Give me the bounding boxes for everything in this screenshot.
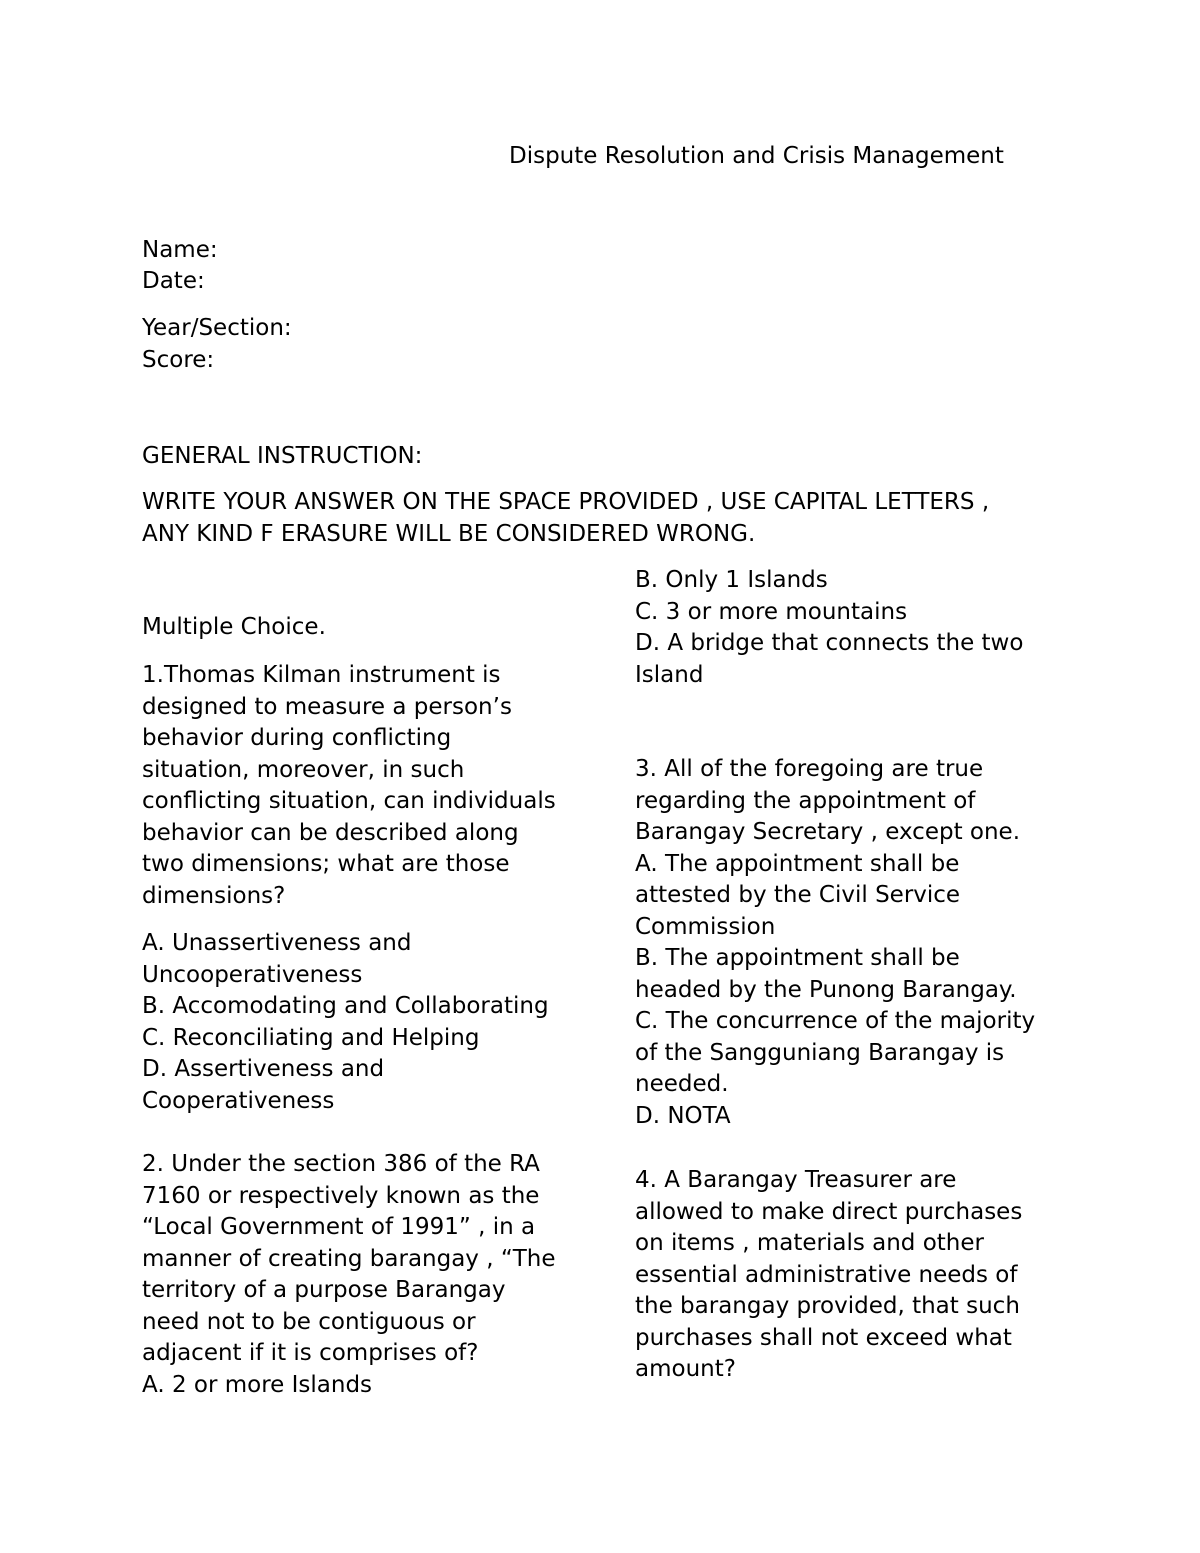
general-instruction-heading: GENERAL INSTRUCTION: [142, 443, 423, 469]
multiple-choice-heading [142, 612, 582, 644]
question-2 [142, 1149, 582, 1401]
question-line: purchases shall not exceed what [635, 1324, 1012, 1351]
option-line: Cooperativeness [142, 1087, 335, 1114]
question-line: behavior can be described along [142, 819, 519, 846]
question-line: the barangay provided, that such [635, 1293, 1020, 1319]
option-line: of the Sangguniang Barangay is [635, 1039, 1005, 1066]
question-line: 7160 or respectively known as the [142, 1182, 540, 1209]
option-line: Island [635, 661, 704, 688]
question-line: 1.Thomas Kilman instrument is [142, 662, 501, 688]
question-line: dimensions? [142, 882, 286, 909]
option-line: Commission [635, 913, 776, 940]
question-line: essential administrative needs of [635, 1261, 1018, 1288]
question-line: 2. Under the section 386 of the RA [142, 1151, 540, 1177]
option-line: B. Accomodating and Collaborating [142, 993, 549, 1019]
general-instruction-text [142, 487, 1042, 550]
option-line: C. The concurrence of the majority [635, 1008, 1036, 1034]
option-line: C. 3 or more mountains [635, 598, 908, 625]
question-line: adjacent if it is comprises of? [142, 1340, 479, 1366]
option-line: A. The appointment shall be [635, 850, 960, 877]
question-line: Barangay Secretary , except one. [635, 819, 1021, 845]
option-line: D. NOTA [635, 1102, 731, 1129]
question-1-options [142, 928, 582, 1117]
instruction-line: WRITE YOUR ANSWER ON THE SPACE PROVIDED , USE CAPITAL LETTERS , [142, 489, 990, 515]
question-line: territory of a purpose Barangay [142, 1277, 506, 1303]
question-line: “Local Government of 1991” , in a [142, 1214, 536, 1240]
instruction-line: ANY KIND F ERASURE WILL BE CONSIDERED WRONG. [142, 520, 756, 547]
option-line: C. Reconciliating and Helping [142, 1024, 480, 1051]
option-line: Uncooperativeness [142, 961, 363, 988]
question-line: situation, moreover, in such [142, 756, 465, 783]
question-line: manner of creating barangay , “The [142, 1245, 556, 1272]
question-line: 4. A Barangay Treasurer are [635, 1167, 957, 1193]
score-field-label: Score: [142, 347, 215, 373]
date-field-label: Date: [142, 268, 205, 294]
option-line: D. A bridge that connects the two [635, 630, 1024, 656]
question-1 [142, 660, 582, 912]
name-field-label: Name: [142, 237, 218, 263]
question-line: need not to be contiguous or [142, 1308, 476, 1335]
question-4 [635, 1165, 1065, 1386]
option-line: A. 2 or more Islands [142, 1371, 373, 1398]
option-line: B. The appointment shall be [635, 945, 960, 971]
option-line: B. Only 1 Islands [635, 567, 828, 593]
question-line: 3. All of the foregoing are true [635, 756, 984, 782]
question-line: two dimensions; what are those [142, 851, 510, 877]
question-2-options-continued [635, 565, 1065, 691]
option-line: needed. [635, 1071, 729, 1097]
question-line: allowed to make direct purchases [635, 1198, 1023, 1225]
document-title: Dispute Resolution and Crisis Management [509, 143, 1004, 169]
question-line: designed to measure a person’s [142, 693, 512, 720]
question-line: on items , materials and other [635, 1230, 984, 1256]
option-line: A. Unassertiveness and [142, 930, 412, 956]
question-line: regarding the appointment of [635, 787, 976, 814]
question-line: behavior during conflicting [142, 725, 452, 751]
section-heading: Multiple Choice. [142, 614, 326, 640]
option-line: attested by the Civil Service [635, 882, 961, 908]
question-line: conflicting situation, can individuals [142, 788, 556, 814]
question-line: amount? [635, 1356, 736, 1382]
option-line: headed by the Punong Barangay. [635, 976, 1017, 1003]
question-3 [635, 754, 1065, 1132]
year-section-field-label: Year/Section: [142, 315, 292, 341]
option-line: D. Assertiveness and [142, 1056, 385, 1082]
